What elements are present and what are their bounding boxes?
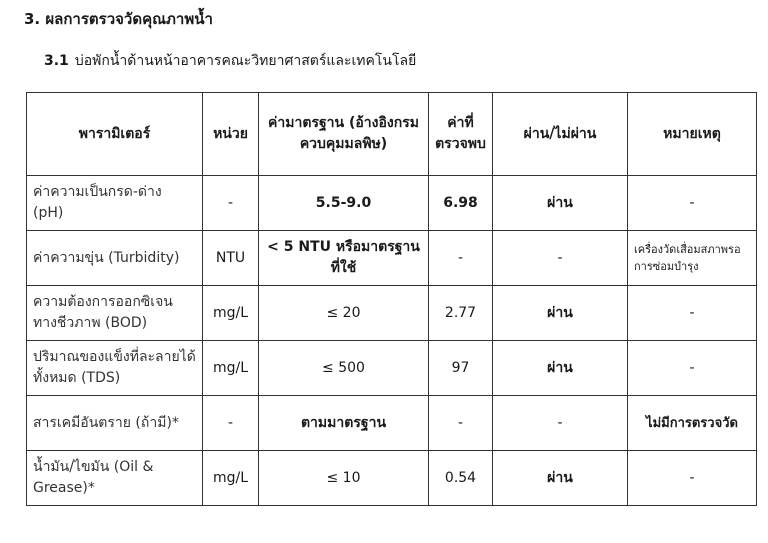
cell-found: 6.98 [429,176,493,231]
cell-standard: 5.5-9.0 [259,176,429,231]
cell-remark: - [628,176,757,231]
cell-found: - [429,396,493,451]
table-row [27,231,757,286]
subsection-title [44,50,416,72]
header-standard: ค่ามาตรฐาน (อ้างอิงกรมควบคุมมลพิษ) [259,93,429,176]
cell-remark: เครื่องวัดเสื่อมสภาพรอการซ่อมบำรุง [628,231,757,286]
subsection-number: 3.1 [44,53,69,69]
cell-found: 97 [429,341,493,396]
section-title: 3. ผลการตรวจวัดคุณภาพน้ำ [24,10,213,28]
water-quality-table [26,92,757,506]
cell-unit: mg/L [203,451,259,506]
table-row [27,176,757,231]
cell-standard: ตามมาตรฐาน [259,396,429,451]
cell-parameter: น้ำมัน/ไขมัน (Oil & Grease)* [27,451,203,506]
header-remark: หมายเหตุ [628,93,757,176]
cell-found: - [429,231,493,286]
cell-pass-fail: - [493,231,628,286]
cell-parameter: ค่าความขุ่น (Turbidity) [27,231,203,286]
cell-found: 0.54 [429,451,493,506]
cell-remark: ไม่มีการตรวจวัด [628,396,757,451]
cell-unit: - [203,176,259,231]
cell-standard: ≤ 20 [259,286,429,341]
cell-unit: - [203,396,259,451]
cell-unit: NTU [203,231,259,286]
cell-pass-fail: ผ่าน [493,451,628,506]
cell-standard: ≤ 500 [259,341,429,396]
cell-pass-fail: ผ่าน [493,341,628,396]
header-found: ค่าที่ตรวจพบ [429,93,493,176]
cell-standard: < 5 NTU หรือมาตรฐานที่ใช้ [259,231,429,286]
header-parameter: พารามิเตอร์ [27,93,203,176]
table-row [27,396,757,451]
table-row [27,341,757,396]
cell-parameter: สารเคมีอันตราย (ถ้ามี)* [27,396,203,451]
cell-unit: mg/L [203,341,259,396]
cell-pass-fail: ผ่าน [493,176,628,231]
header-pass-fail: ผ่าน/ไม่ผ่าน [493,93,628,176]
header-unit: หน่วย [203,93,259,176]
cell-standard: ≤ 10 [259,451,429,506]
subsection-label: บ่อพักน้ำด้านหน้าอาคารคณะวิทยาศาสตร์และเทคโนโลยี [74,53,417,69]
table-header-row [27,93,757,176]
cell-parameter: ความต้องการออกซิเจนทางชีวภาพ (BOD) [27,286,203,341]
cell-remark: - [628,286,757,341]
table-row [27,286,757,341]
cell-remark: - [628,451,757,506]
cell-found: 2.77 [429,286,493,341]
cell-pass-fail: ผ่าน [493,286,628,341]
cell-remark: - [628,341,757,396]
cell-parameter: ปริมาณของแข็งที่ละลายได้ทั้งหมด (TDS) [27,341,203,396]
cell-unit: mg/L [203,286,259,341]
table-row [27,451,757,506]
cell-pass-fail: - [493,396,628,451]
cell-parameter: ค่าความเป็นกรด-ด่าง (pH) [27,176,203,231]
